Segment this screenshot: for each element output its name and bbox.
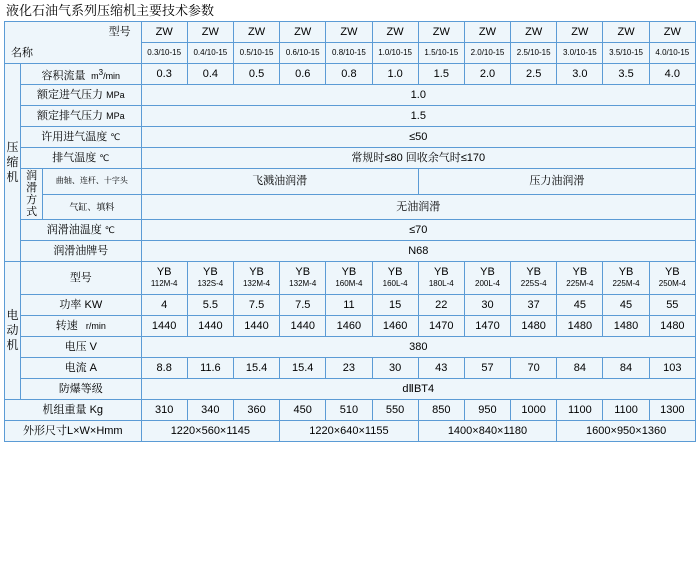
weight-value-4: 450 [280,400,326,421]
weight-value-8: 950 [464,400,510,421]
weight-value-3: 360 [233,400,279,421]
speed-label-text: 转速 [55,320,78,332]
model-code-1: 0.3/10-15 [141,43,187,64]
inlet-temp-label-text: 许用进气温度 [41,131,108,143]
model-name-5: ZW [340,26,358,38]
model-col-5 [326,22,372,43]
motor-model-4 [280,262,326,295]
inlet-pressure-label-text: 额定进气压力 [37,89,104,101]
row-outlet-temp [5,148,696,169]
motor-model-3 [233,262,279,295]
model-col-1 [141,22,187,43]
group-label-compressor: 压 缩 机 [5,64,21,262]
weight-value-2: 340 [187,400,233,421]
motor-model-2 [187,262,233,295]
table-header-row-code [5,43,696,64]
current-value-12: 103 [649,358,695,379]
dimensions-value-4: 1600×950×1360 [557,421,696,442]
flow-value-3: 0.5 [233,64,279,85]
current-value-2: 11.6 [187,358,233,379]
voltage-value: 380 [141,337,695,358]
model-code-9: 2.5/10-15 [511,43,557,64]
model-name-2: ZW [201,26,219,38]
motor-model-1 [141,262,187,295]
outlet-temp-label-text: 排气温度 [52,152,97,164]
row-label-dimensions: 外形尺寸L×W×Hmm [5,421,142,442]
speed-value-4: 1440 [280,316,326,337]
speed-value-12: 1480 [649,316,695,337]
row-oil-temp [5,220,696,241]
weight-value-5: 510 [326,400,372,421]
row-label-oil-brand: 润滑油牌号 [21,241,142,262]
motor-model-8-line2: 200L-4 [475,279,500,288]
row-volumetric-flow [5,64,696,85]
header-model-label: 型号 [108,25,131,38]
power-value-6: 15 [372,295,418,316]
row-power [5,295,696,316]
motor-model-10 [557,262,603,295]
motor-model-2-line1: YB [203,266,218,278]
motor-model-11 [603,262,649,295]
current-value-1: 8.8 [141,358,187,379]
motor-model-5-line1: YB [341,266,357,278]
weight-value-9: 1000 [511,400,557,421]
row-label-voltage: 电压 V [21,337,142,358]
lubrication-label-line2: 方式 [26,194,38,218]
header-name-label: 名称 [11,46,33,59]
row-label-weight: 机组重量 Kg [5,400,142,421]
speed-unit: r/min [80,321,106,331]
model-name-4: ZW [294,26,312,38]
current-value-6: 30 [372,358,418,379]
oil-temp-unit: ℃ [104,225,115,235]
row-label-inlet-temp [21,127,142,148]
oil-brand-value: N68 [141,241,695,262]
inlet-pressure-value: 1.0 [141,85,695,106]
flow-value-4: 0.6 [280,64,326,85]
flow-value-9: 2.5 [511,64,557,85]
motor-model-6 [372,262,418,295]
model-code-8: 2.0/10-15 [464,43,510,64]
row-label-outlet-pressure [21,106,142,127]
row-label-outlet-temp [21,148,142,169]
model-col-11 [603,22,649,43]
model-col-10 [557,22,603,43]
inlet-temp-value: ≤50 [141,127,695,148]
speed-value-10: 1480 [557,316,603,337]
dimensions-value-2: 1220×640×1155 [280,421,419,442]
weight-value-10: 1100 [557,400,603,421]
model-code-7: 1.5/10-15 [418,43,464,64]
row-label-current: 电流 A [21,358,142,379]
power-value-4: 7.5 [280,295,326,316]
motor-model-1-line1: YB [156,266,172,278]
motor-model-7-line1: YB [433,266,449,278]
row-rated-inlet-pressure [5,85,696,106]
weight-value-11: 1100 [603,400,649,421]
row-label-speed [21,316,142,337]
inlet-pressure-unit: MPa [106,90,125,100]
motor-model-8-line1: YB [480,266,495,278]
motor-model-12-line1: YB [664,266,680,278]
lubrication-part-row2: 气缸、填料 [43,194,141,220]
model-code-4: 0.6/10-15 [280,43,326,64]
page-title: 液化石油气系列压缩机主要技术参数 [6,3,215,18]
row-label-explosion: 防爆等级 [21,379,142,400]
oil-temp-value: ≤70 [141,220,695,241]
current-value-7: 43 [418,358,464,379]
power-value-1: 4 [141,295,187,316]
weight-value-6: 550 [372,400,418,421]
row-oil-brand [5,241,696,262]
speed-value-8: 1470 [464,316,510,337]
motor-model-8 [464,262,510,295]
model-col-8 [464,22,510,43]
speed-value-2: 1440 [187,316,233,337]
current-value-10: 84 [557,358,603,379]
oil-temp-label-text: 润滑油温度 [46,224,102,236]
lubrication-part-row1: 曲轴、连杆、十字头 [43,169,141,195]
row-voltage [5,337,696,358]
motor-model-6-line1: YB [387,266,403,278]
motor-model-9-line2: 225S-4 [520,279,547,288]
weight-value-7: 850 [418,400,464,421]
motor-model-6-line2: 160L-4 [382,279,408,288]
motor-model-12-line2: 250M-4 [658,279,686,288]
power-value-7: 22 [418,295,464,316]
outlet-temp-unit: ℃ [99,153,110,163]
motor-model-10-line1: YB [572,266,588,278]
motor-model-7 [418,262,464,295]
row-label-flow [21,64,142,85]
outlet-temp-value: 常规时≤80 回收余气时≤170 [141,148,695,169]
model-name-8: ZW [478,26,497,38]
flow-value-8: 2.0 [464,64,510,85]
flow-value-11: 3.5 [603,64,649,85]
row-label-power: 功率 KW [21,295,142,316]
speed-value-7: 1470 [418,316,464,337]
power-value-5: 11 [326,295,372,316]
power-value-10: 45 [557,295,603,316]
flow-unit: m3/min [88,67,121,81]
row-label-lubrication [21,169,43,220]
current-value-8: 57 [464,358,510,379]
row-speed [5,316,696,337]
motor-model-10-line2: 225M-4 [566,279,594,288]
motor-model-4-line2: 132M-4 [289,279,317,288]
inlet-temp-unit: ℃ [110,132,121,142]
row-lubrication-2 [5,194,696,220]
motor-model-12 [649,262,695,295]
motor-model-7-line2: 180L-4 [428,279,454,288]
model-name-9: ZW [525,26,543,38]
flow-value-5: 0.8 [326,64,372,85]
lubrication-oilfree-value: 无油润滑 [141,194,695,220]
motor-model-11-line1: YB [618,266,634,278]
motor-model-1-line2: 112M-4 [150,279,178,288]
row-explosion-grade [5,379,696,400]
lubrication-pressure-value: 压力油润滑 [418,169,695,195]
model-code-2: 0.4/10-15 [187,43,233,64]
table-header-row-model [5,22,696,43]
weight-value-12: 1300 [649,400,695,421]
header-name-cell [5,43,142,64]
power-value-12: 55 [649,295,695,316]
speed-value-3: 1440 [233,316,279,337]
power-value-2: 5.5 [187,295,233,316]
model-name-11: ZW [617,26,635,38]
lubrication-label-line1: 润滑 [26,170,38,194]
model-name-12: ZW [663,26,681,38]
model-col-4 [280,22,326,43]
model-code-10: 3.0/10-15 [557,43,603,64]
model-col-3 [233,22,279,43]
motor-model-9-line1: YB [526,266,542,278]
model-col-2 [187,22,233,43]
motor-model-5 [326,262,372,295]
weight-value-1: 310 [141,400,187,421]
speed-value-6: 1460 [372,316,418,337]
row-label-inlet-pressure [21,85,142,106]
model-col-7 [418,22,464,43]
power-value-8: 30 [464,295,510,316]
row-motor-model [5,262,696,295]
lubrication-splash-value: 飞溅油润滑 [141,169,418,195]
dimensions-value-3: 1400×840×1180 [418,421,557,442]
outlet-pressure-label-text: 额定排气压力 [37,110,104,122]
current-value-5: 23 [326,358,372,379]
motor-model-3-line1: YB [249,266,264,278]
model-col-6 [372,22,418,43]
motor-model-5-line2: 160M-4 [335,279,363,288]
specifications-table [4,21,696,442]
speed-value-11: 1480 [603,316,649,337]
model-name-7: ZW [432,26,450,38]
row-current [5,358,696,379]
speed-value-5: 1460 [326,316,372,337]
power-value-9: 37 [511,295,557,316]
outlet-pressure-unit: MPa [106,111,125,121]
model-code-5: 0.8/10-15 [326,43,372,64]
model-name-1: ZW [155,26,173,38]
model-name-3: ZW [247,26,266,38]
speed-value-1: 1440 [141,316,187,337]
row-lubrication-1 [5,169,696,195]
model-code-3: 0.5/10-15 [233,43,279,64]
outlet-pressure-value: 1.5 [141,106,695,127]
flow-value-2: 0.4 [187,64,233,85]
flow-value-1: 0.3 [141,64,187,85]
power-value-3: 7.5 [233,295,279,316]
model-code-6: 1.0/10-15 [372,43,418,64]
current-value-3: 15.4 [233,358,279,379]
row-rated-outlet-pressure [5,106,696,127]
speed-value-9: 1480 [511,316,557,337]
row-unit-weight [5,400,696,421]
current-value-4: 15.4 [280,358,326,379]
model-code-12: 4.0/10-15 [649,43,695,64]
model-col-12 [649,22,695,43]
current-value-11: 84 [603,358,649,379]
flow-value-6: 1.0 [372,64,418,85]
dimensions-value-1: 1220×560×1145 [141,421,280,442]
motor-model-4-line1: YB [295,266,311,278]
motor-model-3-line2: 132M-4 [242,279,271,288]
power-value-11: 45 [603,295,649,316]
explosion-value: dⅡBT4 [141,379,695,400]
flow-label-text: 容积流量 [41,69,86,82]
header-corner-cell [5,22,142,43]
row-dimensions [5,421,696,442]
flow-value-10: 3.0 [557,64,603,85]
row-label-motor-model: 型号 [21,262,142,295]
row-label-oil-temp [21,220,142,241]
motor-model-9 [511,262,557,295]
group-label-motor: 电 动 机 [5,262,21,400]
model-name-6: ZW [386,26,404,38]
row-allowable-inlet-temp [5,127,696,148]
model-col-9 [511,22,557,43]
current-value-9: 70 [511,358,557,379]
model-code-11: 3.5/10-15 [603,43,649,64]
flow-value-7: 1.5 [418,64,464,85]
model-name-10: ZW [571,26,589,38]
motor-model-11-line2: 225M-4 [612,279,640,288]
flow-value-12: 4.0 [649,64,695,85]
motor-model-2-line2: 132S-4 [197,279,224,288]
